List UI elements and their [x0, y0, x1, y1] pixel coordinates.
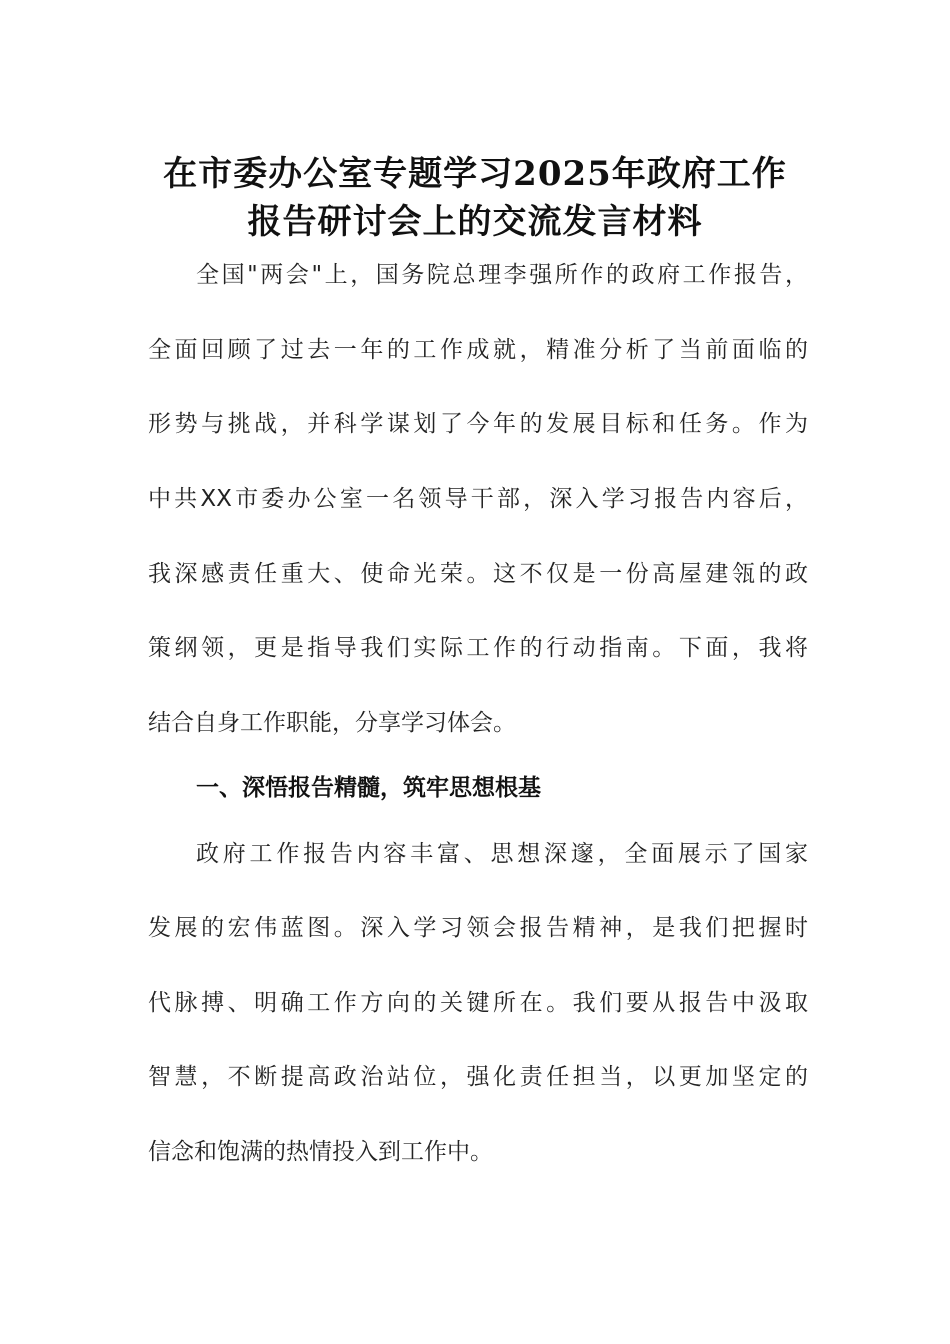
paragraph-1-line-5: 我深感责任重大、使命光荣。这不仅是一份高屋建瓴的政	[148, 561, 808, 587]
paragraph-1-line-7: 结合自身工作职能，分享学习体会。	[148, 710, 516, 736]
paragraph-2-line-4: 智慧，不断提高政治站位，强化责任担当，以更加坚定的	[148, 1064, 808, 1090]
document-title-line-2: 报告研讨会上的交流发言材料	[247, 202, 703, 242]
paragraph-2-line-5: 信念和饱满的热情投入到工作中。	[148, 1139, 493, 1165]
paragraph-1-line-2: 全面回顾了过去一年的工作成就，精准分析了当前面临的	[148, 337, 808, 363]
paragraph-2-line-1: 政府工作报告内容丰富、思想深邃，全面展示了国家	[196, 841, 808, 867]
section-1-heading: 一、深悟报告精髓，筑牢思想根基	[196, 775, 541, 801]
paragraph-2-line-2: 发展的宏伟蓝图。深入学习领会报告精神，是我们把握时	[148, 915, 808, 941]
paragraph-1-line-1: 全国"两会"上，国务院总理李强所作的政府工作报告，	[196, 262, 808, 288]
paragraph-1-line-4: 中共XX市委办公室一名领导干部，深入学习报告内容后，	[148, 486, 808, 512]
paragraph-2-line-3: 代脉搏、明确工作方向的关键所在。我们要从报告中汲取	[148, 990, 808, 1016]
paragraph-1-line-3: 形势与挑战，并科学谋划了今年的发展目标和任务。作为	[148, 411, 808, 437]
document-title-line-1: 在市委办公室专题学习2025年政府工作	[163, 154, 787, 194]
paragraph-1-line-6: 策纲领，更是指导我们实际工作的行动指南。下面，我将	[148, 635, 808, 661]
